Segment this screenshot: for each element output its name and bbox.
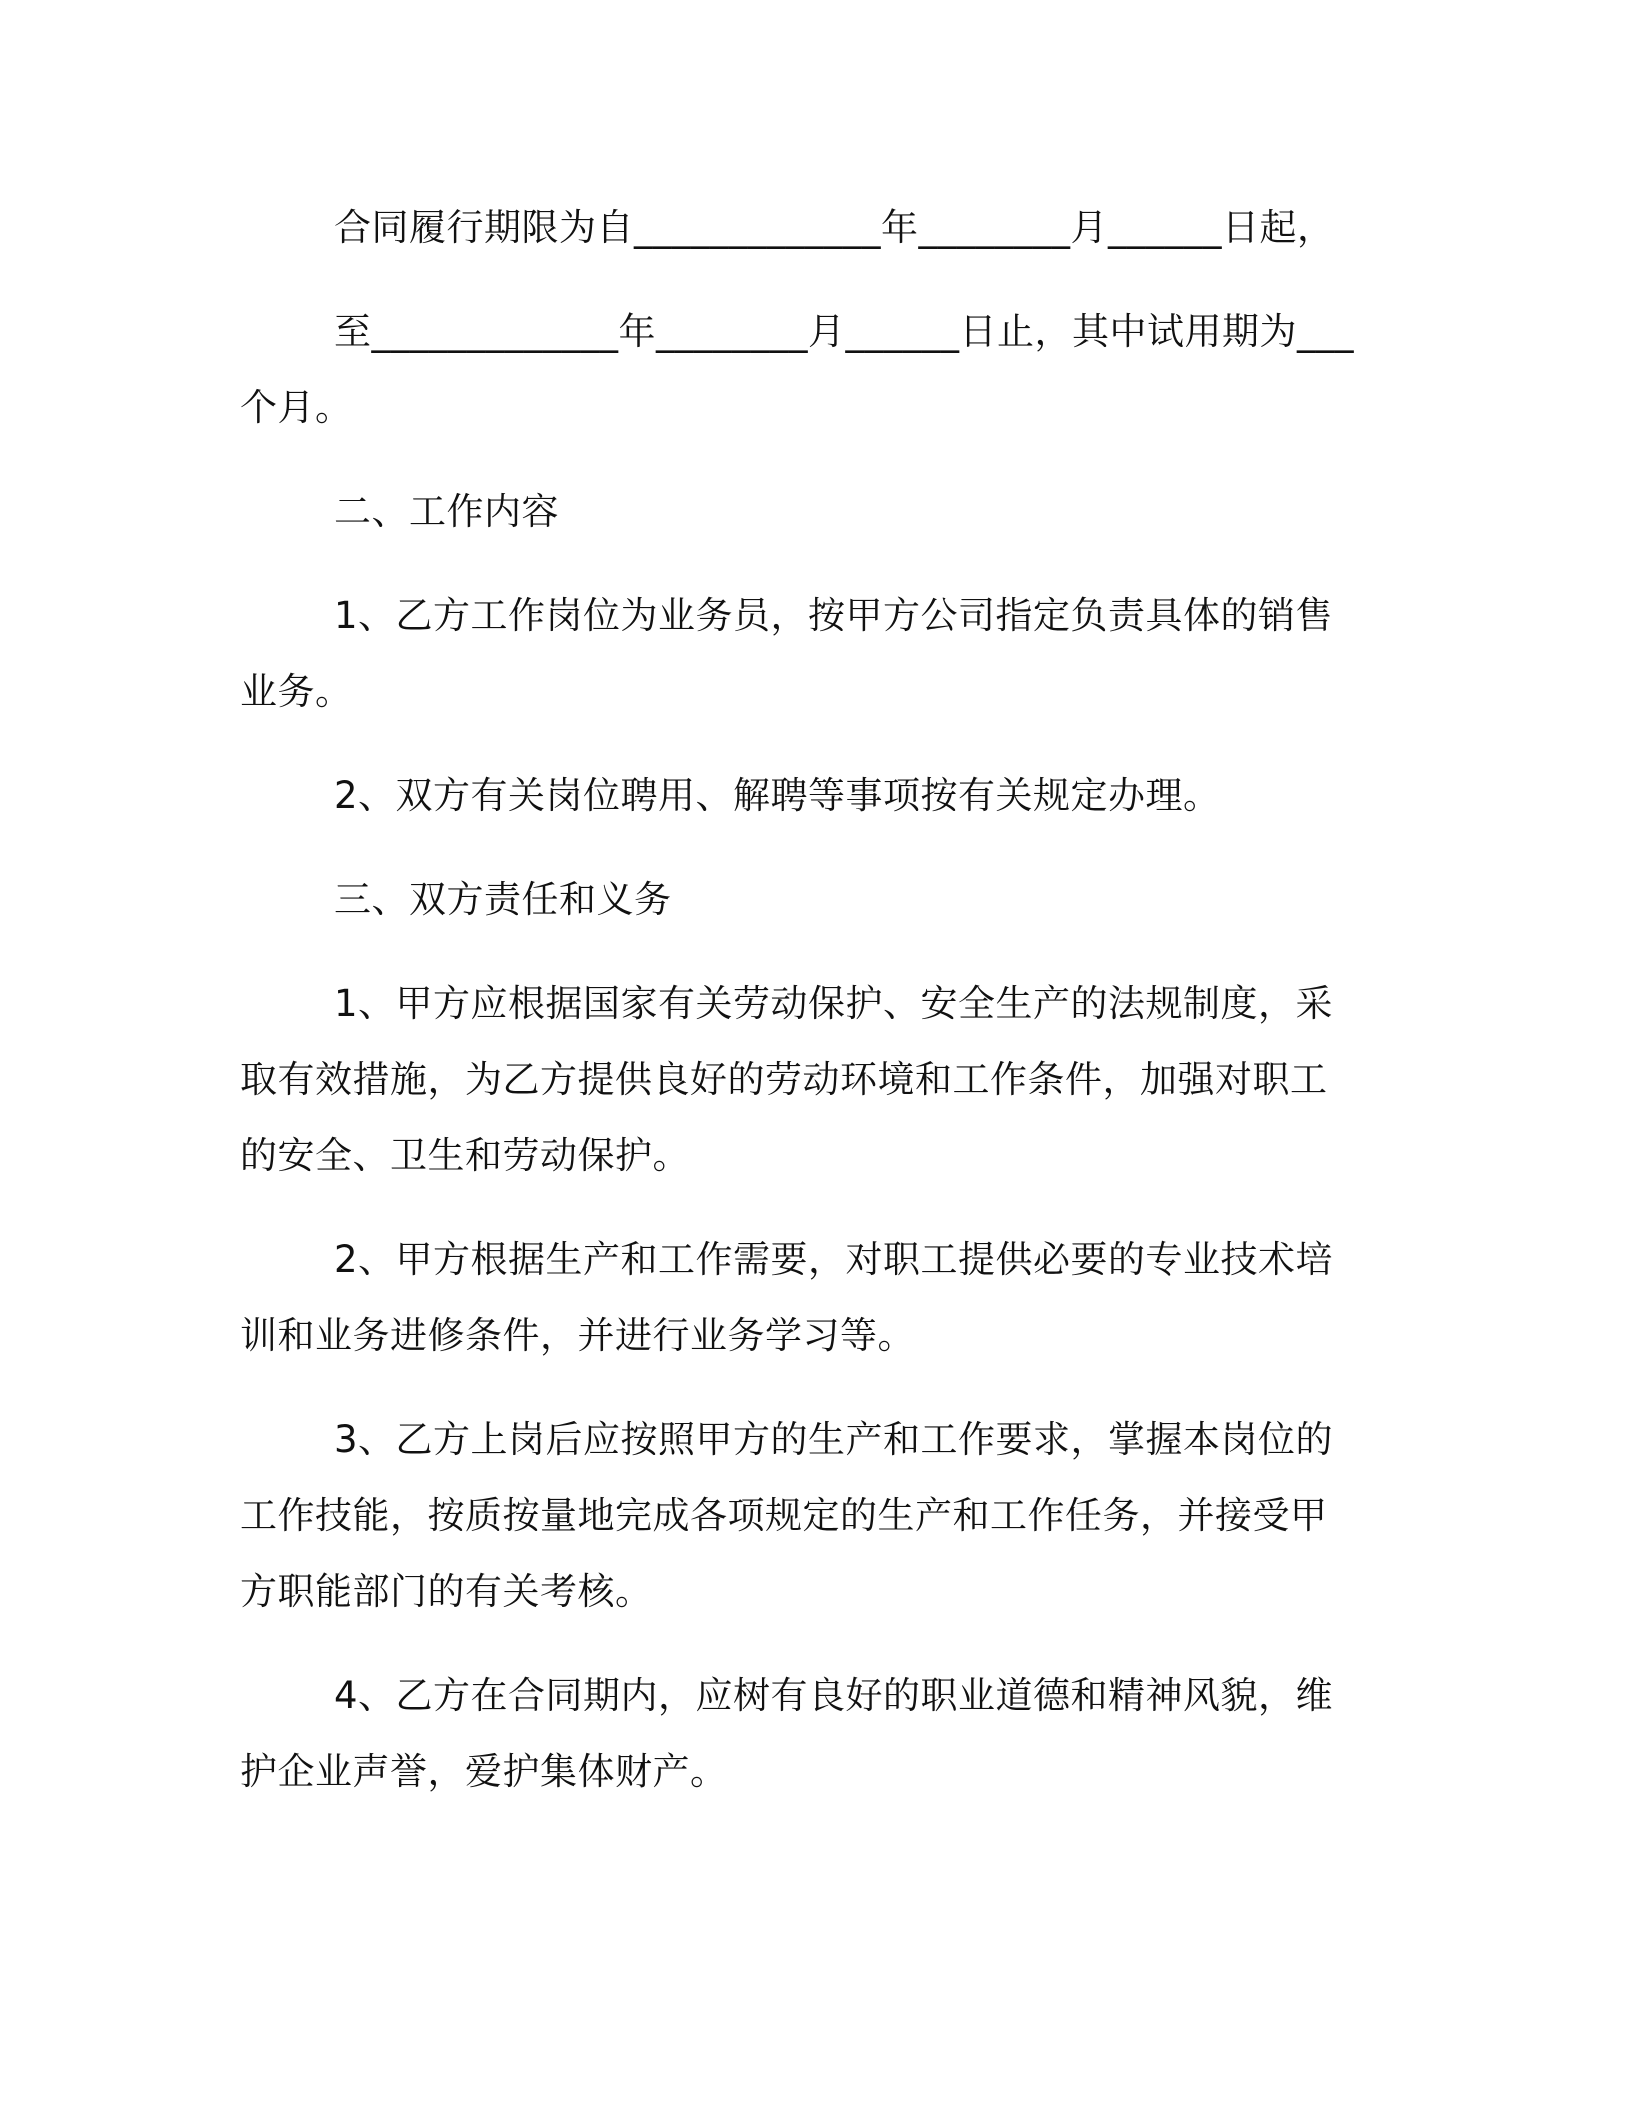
responsibility-item-2: 2、甲方根据生产和工作需要，对职工提供必要的专业技术培训和业务进修条件，并进行业务学习等。 (240, 1238, 1334, 1357)
responsibility-item-1: 1、甲方应根据国家有关劳动保护、安全生产的法规制度，采取有效措施，为乙方提供良好的劳动环境和工作条件，加强对职工的安全、卫生和劳动保护。 (240, 982, 1334, 1177)
work-content-item-2: 2、双方有关岗位聘用、解聘等事项按有关规定办理。 (334, 774, 1221, 817)
section-heading-responsibilities: 三、双方责任和义务 (334, 878, 672, 921)
section-heading-work-content: 二、工作内容 (334, 490, 559, 533)
contract-term-end: 至_____________年________月______日止，其中试用期为___个月。 (240, 310, 1354, 429)
responsibility-item-4: 4、乙方在合同期内，应树有良好的职业道德和精神风貌，维护企业声誉，爱护集体财产。 (240, 1674, 1334, 1793)
document-body (240, 190, 1360, 1810)
work-content-item-1: 1、乙方工作岗位为业务员，按甲方公司指定负责具体的销售业务。 (240, 594, 1334, 713)
responsibility-item-3: 3、乙方上岗后应按照甲方的生产和工作要求，掌握本岗位的工作技能，按质按量地完成各项规定的生产和工作任务，并接受甲方职能部门的有关考核。 (240, 1418, 1334, 1613)
contract-term-start: 合同履行期限为自_____________年________月______日起， (334, 206, 1335, 249)
